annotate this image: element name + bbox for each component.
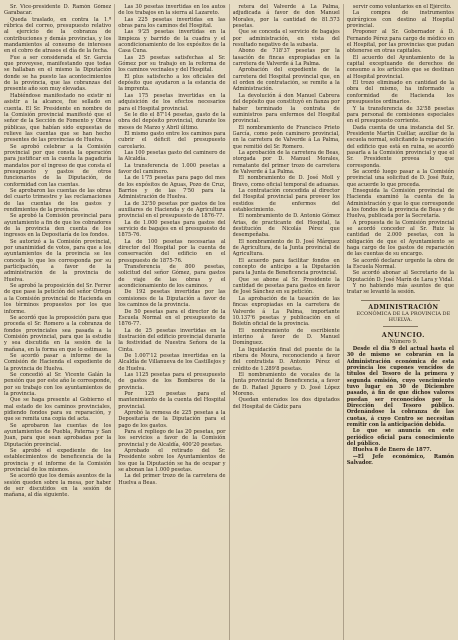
paragraph: De 1.007'12 pesetas invertidas en la Alcaldía de Villanueva de los Castillejos y de Huelva.	[118, 352, 226, 372]
paragraph: Se aprobó celebrar a la Comisión provincial por que consta la operación para justificar en la cuenta la pagaduría mandatos por el ingreso de que consta el presupuesto y gastos de otros funcionarios de la Diputación, de conformidad con las cuentas.	[4, 143, 112, 188]
paragraph: Se acordó que los demás asuntos de la sesión queden sobre la mesa, por haber de ser discutidos en la sesión de mañana, al día siguiente.	[4, 473, 112, 499]
paragraph: Se concedió al Sr. Vicente Galán la pensión que por este año le corresponde, por su trabajo con los ayuntamientos de la provincia.	[4, 371, 112, 397]
paragraph: La de 32'50 pesetas por gastos de los auxiliares de Hacienda y de Agricultura provincial en el presupuesto de 1876-77.	[118, 200, 226, 220]
column-divider	[114, 4, 115, 640]
paragraph: Queda traslado, en contra la 1.ª rúbrica del correo, presupuesto relativo al ejercicio de la cobranza de contribuciones y demás provincias, y los mandamientos al consumo de intereses en el cobro de atrasos el día de la fecha.	[4, 16, 112, 55]
paragraph: Proponer al Sr. Gobernador á D. Fernando Pérez para cargo de médico en el Hospital, por las provincias que pudan obtenerse en otras capitales.	[346, 29, 454, 55]
paragraph: Abono de 718'37 pesetas por la tasación de fincas expropiadas en la carretera de Valverde á La Palma.	[232, 48, 340, 68]
paragraph: De 50 pesetas para el director de la Escuela Normal en el presupuesto de 1876-77.	[118, 308, 226, 328]
paragraph: El trozo eliminado en cantidad de la obra del mismo, ha informado a conformidad de Hacienda los presupuestos ordinarios.	[346, 80, 454, 106]
paragraph: La de 1'75 pesetas para pago del mes de los expósitos de Aguas, Pozo de Cruz, Barrios y de las 7'50 para la Administración de Huelva.	[118, 175, 226, 201]
column-4	[347, 4, 454, 640]
paragraph: Las 30 pesetas invertidas en los autos de los trabajos en la sierra al Lazareto.	[118, 4, 226, 17]
paragraph: Las 100 pesetas gasto del caminero de la Alcaldía.	[118, 149, 226, 163]
paragraph: La compra de instrumentos quirúrgicos con destino al Hospital provincial.	[346, 10, 454, 30]
paragraph: Se aprobó la proposición del Sr. Ferrer de que pase la petición del señor Ortega a la Comisión provincial de Hacienda en los términos propuestos por los que informe.	[4, 283, 112, 315]
notice-body: Desde el dia 9 del actual hasta el 30 de mismo se cobrarán en la Administración económica de esta provincia los cupones vencidos de títulos del Tesoro de la primera y segunda emisión, cuyo vencimiento tuvo lugar en 30 de Diciembre pasado, á fin de que dichos valores puedan ser reconocidos por la Dirección del Tesoro público. Ordenándose la cobranza de las cuotas, á cuyo Centro se necesitan remitir con la anticipación debida.	[346, 345, 454, 428]
paragraph: La liquidación final del puente de la ribera de Moura, reconociendo a favor del contratista D. Antonio Pérez el crédito de 1.289'8 pesetas.	[232, 346, 340, 372]
paragraph: Las 175 pesetas invertidas en la adquisición de los efectos necesarios para el Hospital provincial.	[118, 92, 226, 112]
paragraph: Las 25 pesetas satisfechas al Sr. Gómez por su trabajo en la reforma de los caminos vecinales y del Hospital.	[118, 54, 226, 74]
paragraph: El nombramiento de escribiente interino á favor de D. Manuel Domínguez.	[232, 327, 340, 347]
paragraph: Transferencia de 800 pesetas, solicitud del señor Gómez, para gastos de viaje de las obras y el acondicionamiento de los caminos.	[118, 264, 226, 290]
paragraph: Para el repliego de las 20 pesetas, por los servicios a favor de la Comisión provincial y de Alcaldía, 400'20 pesetas.	[118, 429, 226, 448]
paragraph: Fue a ser considerada el Sr. Garcia que proveyese, manifestando que todas se hallaban en el mismo la Diputación donde se ha puesto las acontecimientos de la provincia, que las cobranzas del presente año son muy elevadas.	[4, 54, 112, 93]
paragraph: Se aprobaron las cuentas de las obras del cuarto trimestre y las reclamaciones de las cuentas de los gastos y rendimientos de la provincia.	[4, 187, 112, 213]
notice-signature: —El Jefe económico, Ramón Salvador.	[346, 453, 454, 466]
paragraph: El acuerdo del Ayuntamiento de la capital exceptuando de derechos de consumo a los artículos que se destinan al Hospital provincial.	[346, 54, 454, 80]
paragraph: Se aprobaron las cuentas de los ayuntamientos de Puebla, Paterna y San Juan, para que sean aprobadas por la Diputación provincial.	[4, 422, 112, 448]
paragraph: Habiéndose manifestado no existir ni asistir a la alcance, fue sellado en cuenta. El Sr. Presidente en nombre de la Comisión provincial manifestó que el señor de la Sección de Fomento y Obras públicas, que habían sido expuestas de relieve las cuentas que se han hecho presentes de las provincias de Huelva.	[4, 92, 112, 144]
paragraph: Se aprobó el expediente de los establecimientos de beneficencia de la provincia y el informe de la Comisión provincial de los mismos.	[4, 448, 112, 474]
paragraph: El nombramiento de D. José Márquez de Agricultura, de la Junta provincial de Agricultura.	[232, 238, 340, 258]
paragraph: Se acordó luego pasar a la Comisión provincial una solicitud de D. José Ruiz, que acuerde lo que proceda.	[346, 168, 454, 188]
paragraph: Aprobó la remesa de 225 pesetas a la Depositaría de la Diputación para el pago de los gastos.	[118, 410, 226, 429]
paragraph: Se aprobó la Comisión provincial para ayuntamiento a fin de que los cobradores de la provincia den cuenta de los ingresos en la Depositaría de los fondos.	[4, 213, 112, 239]
paragraph: Se acordó que la proposición para que proceda el Sr. Romero a la cobranza de fondos provinciales sea pasada a la Comisión provincial, para que la estudie y sea discutida en la sesión de la mañana, en la forma en que lo estimase.	[4, 314, 112, 353]
paragraph: Que se haga presente al Gobierno el mal estado de los caminos provinciales, pidiendo fondos para su reparación, y que se remita una copia del acta.	[4, 397, 112, 423]
paragraph: Quedan enterados los dos diputados del Hospital de Cádiz para	[232, 397, 340, 410]
paragraph: Por 125 pesetas para el mantenimiento de la cuenta del Hospital provincial.	[118, 390, 226, 410]
notice-closing: Lo que se anuncia en este periódico oficial para conocimiento del público.	[346, 428, 454, 447]
paragraph: Se le dio el 87'14 pesetas, gasto de la obra del depósito provincial, durante los meses de Marzo y Abril último.	[118, 111, 226, 131]
section-rule	[361, 300, 440, 301]
paragraph: El acuerdo para facilitar fondos en concepto de anticipo a la Diputación para la Junta de Beneficencia provincial.	[232, 257, 340, 277]
paragraph: Se acordó pasar a informe de la Comisión de Hacienda el expediente de la provincia de Huelva.	[4, 352, 112, 372]
paragraph: El mismo gasto entre los caminos para cubrir el déficit del presupuesto carcelario.	[118, 130, 226, 150]
paragraph: La transferencia de 1.000 pesetas a favor del caminero.	[118, 162, 226, 175]
paragraph: El nombramiento de D. José Moll y Bravo, como oficial temporal de aduanas.	[232, 175, 340, 188]
paragraph: A propuesta de la Comisión provincial se acordó conceder al Sr. Ruiz la cantidad de 2.000 pesetas, con la obligación de que el Ayuntamiento se haga cargo de los gastos de reparación de las cuentas de su encargo.	[346, 219, 454, 258]
paragraph: La de 100 pesetas necesarias al director del Hospital por la cuenta de conservación del edificio en el presupuesto de 1875-76.	[118, 238, 226, 264]
column-3	[233, 4, 340, 640]
paragraph: La aprobación de la carretera de Beas, otorgada por D. Manuel Morales, rematante del primer trozo de carretera de Valverde á La Palma.	[232, 149, 340, 175]
paragraph: servir como voluntarios en el Ejército.	[352, 4, 452, 10]
paragraph: El nombramiento de vocales de la Junta provincial de Beneficencia, a favor de D. Rafael Jiguero y D. José López Moreno.	[232, 371, 340, 397]
paragraph: Se acordó abonar al Secretario de la Diputación D. José Marín de Lara y Vidal.	[346, 270, 454, 283]
column-1	[4, 4, 111, 640]
paragraph: Que se conceda el servicio de bagajes por administración, en vista del resultado negativo de la subasta.	[232, 29, 340, 49]
paragraph: Y no habiendo más asuntos de que tratar se levantó la sesión.	[346, 283, 454, 296]
paragraph: Dada cuenta de una instancia del Sr. Presidente Martín Cuéllar, auxiliar de la escuela normal, solicitando la reparación del edificio que está en ruina, se acordó pasarla a la Comisión provincial y que el Sr. Presidente provea lo que corresponda.	[346, 124, 454, 169]
paragraph: La de 25 pesetas invertidas en la ilustración del edificio provincial durante la festividad de Nuestra Señora de la Cinta.	[118, 327, 226, 353]
paragraph: La del primer trozo de la carretera de Huelva a Beas.	[118, 473, 226, 486]
paragraph: Las 1125 pesetas para el presupuesto de gastos de los Bomberos de la provincia.	[118, 371, 226, 391]
paragraph: La contratación concedida al director del Hospital provincial para proveer los vestidos de enfermos del establecimiento.	[232, 187, 340, 213]
paragraph: Se acordó declarar urgente la obra de la Escuela Normal.	[346, 257, 454, 271]
paragraph: Las 9'25 pesetas invertidas en la limpieza y barrido de la cuadra y el acondicionamiento de los expósitos de la Casa Cuna.	[118, 29, 226, 55]
notice-heading: ANUNCIO.	[381, 330, 425, 339]
column-divider	[343, 4, 344, 640]
paragraph: El plus satisfecho a los oficiales del depósito que ayudaron a la estancia de la imprenta.	[118, 73, 226, 93]
paragraph: El nombramiento de Francisco Prieto García, como peón caminero provincial, en la carretera de Valverde á La Palma, que remitió del Sr. Romero.	[232, 124, 340, 150]
paragraph: Se autorizó a la Comisión provincial, por unanimidad de votos, para que a los ayuntamientos de la provincia se les conceda lo que les corresponda por su participación, a favor de la administración de la provincia de Huelva.	[4, 238, 112, 283]
paragraph: Las 225 pesetas invertidas en las obras para los caminos del Hospital.	[118, 16, 226, 30]
paragraph: La devolución á don Manuel Cabrera del depósito que constituyó en fianza por haber terminado la contrata de suministros para enfermos del Hospital provincial.	[232, 92, 340, 125]
paragraph: De 192 pesetas invertidas por las comisiones de la Diputación a favor de los caminos de la provincia.	[118, 289, 226, 309]
notice-title: ADMINISTRACIÓN	[368, 303, 439, 311]
paragraph: Enseguida la Comisión provincial de Hacienda examinó la cuenta de la Administración y que lo que corresponde a los fondos de la provincia de Beas y de Huelva, publicada por la Secretaría.	[346, 187, 454, 220]
paragraph: El nombramiento de D. Antonio Gómez Arias, de practicante del Hospital, la destitución de Nicolás Pérez que desempeñaba.	[232, 213, 340, 239]
section-rule	[383, 326, 418, 327]
notice-number: Número 9.	[389, 338, 418, 345]
paragraph: Y la transferencia de 32'58 pesetas para personal de comisiones especiales en el presupuesto corriente.	[346, 105, 454, 125]
column-4-body	[347, 4, 454, 296]
column-2	[118, 4, 225, 640]
paragraph: Que se abone al Sr. Presidente la cantidad de pesetas para gastos en favor de José Sánchez en su petición.	[232, 276, 340, 296]
column-divider	[229, 4, 230, 640]
paragraph: La de 1.000 pesetas para gastos del servicio de bagajes en el presupuesto de 1875-76.	[118, 219, 226, 239]
paragraph: Aprobado el retirado del Sr. Presidente sobre los Ayuntamientos de los que la Diputación se ha de ocupar y se abonan las 1.000 pesetas.	[118, 448, 226, 474]
notice-subtitle: ECONÓMICA DE LA PROVINCIA DE HUELVA.	[356, 310, 451, 323]
paragraph: retera del Valverde á La Palma, adjudicada á favor de don Manuel Morales, por la cantidad de 81.573 pesetas.	[232, 4, 340, 30]
notice-date: Huelva 8 de Enero de 1877.	[352, 447, 432, 454]
paragraph: La aprobación de la tasación de las fincas expropiadas en la carretera de Valverde á La Palma, importante 10.137'6 pesetas y publicación en el Boletín oficial de la provincia.	[232, 295, 340, 328]
paragraph: Sr. Vice-presidente D. Ramón Gómez Garabacar.	[4, 4, 112, 17]
paragraph: Aprobación del expediente de la carretera del Hospital provincial que, en el orden de contratación, se remite a la Administración.	[232, 67, 340, 93]
